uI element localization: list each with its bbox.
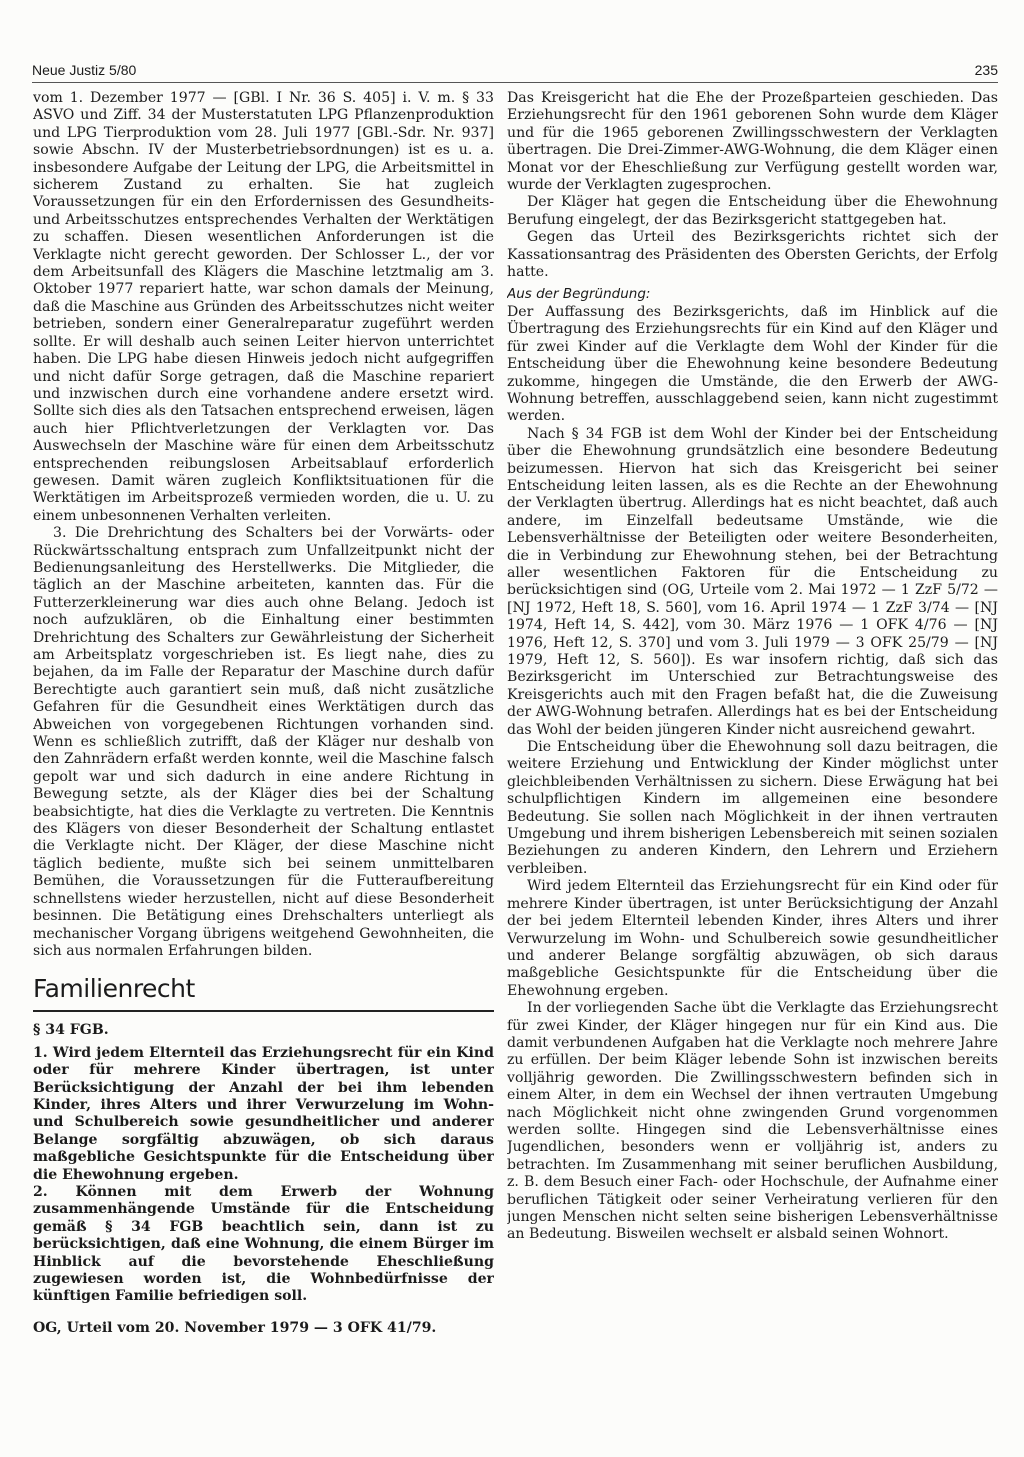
journal-issue: Neue Justiz 5/80	[32, 62, 137, 78]
norm-reference: § 34 FGB.	[33, 1022, 109, 1039]
left-column	[33, 90, 494, 1420]
right-column	[507, 90, 998, 1420]
paragraph: vom 1. Dezember 1977 — [GBl. I Nr. 36 S. 405] i. V. m. § 33 ASVO und Ziff. 34 der Musterstatuten LPG Pflanzenproduktion und LPG Tierproduktion vom 28. Juli 1977 [GBl.-Sdr. Nr. 937] sowie Abschn. IV der Musterbetriebsordnungen) ist es u. a. insbesondere Aufgabe der Leitung der LPG, die Arbeitsmittel in sicherem Zustand zu erhalten. Sie hat zugleich Voraussetzungen für ein den Erfordernissen des Gesundheits- und Arbeitsschutzes entsprechendes Verhalten der Werktätigen zu schaffen. Diesen wesentlichen Anforderungen ist die Verklagte nicht gerecht geworden. Der Schlosser L., der vor dem Arbeitsunfall des Klägers die Maschine letztmalig am 3. Oktober 1977 repariert hatte, war schon damals der Meinung, daß die Maschine aus Gründen des Arbeitsschutzes nicht weiter betrieben, sondern einer Generalreparatur zugeführt werden sollte. Er will deshalb auch seinen Leiter hiervon unterrichtet haben. Die LPG habe diesen Hinweis jedoch nicht aufgegriffen und nicht dafür Sorge getragen, daß die Maschine repariert und inzwischen durch eine vorhandene andere ersetzt wird. Sollte sich dies als den Tatsachen entsprechend erweisen, lägen auch hier Pflichtverletzungen der Verklagten vor. Das Auswechseln der Maschine wäre für einen dem Arbeitsschutz entsprechenden reibungslosen Arbeitsablauf erforderlich gewesen. Damit wären zugleich Konfliktsituationen für die Werktätigen im Arbeitsprozeß vermieden worden, die u. U. zu einem unbesonnenen Verhalten verleiten.	[33, 90, 494, 524]
paragraph: Das Kreisgericht hat die Ehe der Prozeßparteien geschieden. Das Erziehungsrecht für den 1961 geborenen Sohn wurde dem Kläger und für die 1965 geborenen Zwillingsschwestern der Verklagten übertragen. Die Drei-Zimmer-AWG-Wohnung, die dem Kläger einen Monat vor der Eheschließung zur Verfügung gestellt worden war, wurde der Verklagten zugesprochen.	[507, 90, 998, 194]
paragraph: Nach § 34 FGB ist dem Wohl der Kinder bei der Entscheidung über die Ehewohnung grundsätzlich eine besondere Bedeutung beizumessen. Hiervon hat sich das Kreisgericht bei seiner Entscheidung leiten lassen, als es die Rechte an der Ehewohnung der Verklagten übertrug. Allerdings hat es nicht beachtet, daß auch andere, im Einzelfall bedeutsame Umstände, wie die Lebensverhältnisse der Beteiligten oder weitere Besonderheiten, die in Verbindung zur Ehewohnung stehen, bei der Betrachtung aller wesentlichen Faktoren für die Entscheidung zu berücksichtigen sind (OG, Urteile vom 2. Mai 1972 — 1 ZzF 5/72 — [NJ 1972, Heft 18, S. 560], vom 16. April 1974 — 1 ZzF 3/74 — [NJ 1974, Heft 14, S. 442], vom 30. März 1976 — 1 OFK 4/76 — [NJ 1976, Heft 12, S. 370] und vom 3. Juli 1979 — 3 OFK 25/79 — [NJ 1979, Heft 12, S. 560]). Es war insofern richtig, daß sich das Bezirksgericht im Unterschied zur Betrachtungsweise des Kreisgerichts auch mit den Fragen befaßt hat, die die Zuweisung der AWG-Wohnung betrafen. Allerdings hat es bei der Entscheidung das Wohl der beiden jüngeren Kinder nicht ausreichend gewahrt.	[507, 425, 998, 738]
leitsatz: 2. Können mit dem Erwerb der Wohnung zusammenhängende Umstände für die Entscheidung gemäß § 34 FGB beachtlich sein, dann ist zu berücksichtigen, daß eine Wohnung, die einem Bürger im Hinblick auf die bevorstehende Eheschließung zugewiesen worden ist, die Wohnbedürfnisse der künftigen Familie befriedigen soll.	[33, 1183, 494, 1305]
paragraph: 3. Die Drehrichtung des Schalters bei der Vorwärts- oder Rückwärtsschaltung entsprach zum Unfallzeitpunkt nicht der Bedienungsanleitung des Herstellwerks. Die Mitglieder, die täglich an der Maschine arbeiteten, kannten das. Für die Futterzerkleinerung war dies auch ohne Belang. Jedoch ist noch aufzuklären, ob die Einhaltung einer bestimmten Drehrichtung des Schalters zur Gewährleistung der Sicherheit am Arbeitsplatz vorgeschrieben ist. Es liegt nahe, dies zu bejahen, da im Falle der Reparatur der Maschine durch dafür Berechtigte auch garantiert sein muß, daß nicht zusätzliche Gefahren für die Gesundheit eines Werktätigen durch das Abweichen von vorgegebenen Richtungen vorhanden sind. Wenn es schließlich zutrifft, daß der Kläger nur deshalb von den Zahnrädern erfaßt werden konnte, weil die Maschine falsch gepolt war und sich dadurch in eine andere Richtung in Bewegung setzte, als der Kläger dies bei der Schaltung beabsichtigte, hat dies die Verklagte zu vertreten. Die Kenntnis des Klägers von dieser Besonderheit der Schaltung entlastet die Verklagte nicht. Der Kläger, der diese Maschine nicht täglich bediente, mußte sich bei seinem unmittelbaren Bemühen, die Voraussetzungen für die Futteraufbereitung schnellstens wieder herzustellen, nicht auf diese Besonderheit besinnen. Die Betätigung eines Drehschalters unterliegt als mechanischer Vorgang übrigens weitgehend Gewohnheiten, die sich aus normalen Erfahrungen bilden.	[33, 525, 494, 959]
paragraph: Wird jedem Elternteil das Erziehungsrecht für ein Kind oder für mehrere Kinder übertragen, ist unter Berücksichtigung der Anzahl der bei jedem Elternteil lebenden Kinder, ihres Alters und ihrer Verwurzelung im Wohn- und Schulbereich sowie gesundheitlicher und anderer Belange sorgfältig abzuwägen, ob sich daraus maßgebliche Gesichtspunkte für die Entscheidung über die Ehewohnung ergeben.	[507, 878, 998, 999]
leitsatz: 1. Wird jedem Elternteil das Erziehungsrecht für ein Kind oder für mehrere Kinder übertragen, ist unter Berücksichtigung der Anzahl der bei ihm lebenden Kinder, ihres Alters und ihrer Verwurzelung im Wohn- und Schulbereich sowie gesundheitlicher und anderer Belange sorgfältig abzuwägen, ob sich daraus maßgebliche Gesichtspunkte für die Entscheidung über die Ehewohnung ergeben.	[33, 1044, 494, 1183]
page-number: 235	[974, 62, 998, 78]
page-header	[32, 62, 998, 83]
paragraph: Die Entscheidung über die Ehewohnung soll dazu beitragen, die weitere Erziehung und Entwicklung der Kinder möglichst unter gleichbleibenden Verhältnissen zu sichern. Diese Erwägung hat bei schulpflichtigen Kindern im allgemeinen eine besondere Bedeutung. Sie sollen nach Möglichkeit in der ihnen vertrauten Umgebung und ihrem bisherigen Lebensbereich mit seinen sozialen Beziehungen zu anderen Kindern, den Lehrern und Erziehern verbleiben.	[507, 739, 998, 877]
paragraph: In der vorliegenden Sache übt die Verklagte das Erziehungsrecht für zwei Kinder, der Kläger hingegen nur für ein Kind aus. Die damit verbundenen Aufgaben hat die Verklagte noch mehrere Jahre zu erfüllen. Der beim Kläger lebende Sohn ist inzwischen bereits volljährig geworden. Die Zwillingsschwestern befinden sich in einem Alter, in dem ein Wechsel der ihnen vertrauten Umgebung nach Möglichkeit nicht ohne zwingenden Grund vorgenommen werden sollte. Hingegen sind die Lebensverhältnisse eines Jugendlichen, besonders wenn er volljährig ist, anders zu betrachten. Im Zusammenhang mit seiner beruflichen Ausbildung, z. B. dem Besuch einer Fach- oder Hochschule, der Aufnahme einer beruflichen Tätigkeit oder seiner Verheiratung verlieren für den jungen Menschen nicht selten seine bisherigen Lebensverhältnisse an Bedeutung. Bisweilen wechselt er alsbald seinen Wohnort.	[507, 1000, 998, 1243]
paragraph: Gegen das Urteil des Bezirksgerichts richtet sich der Kassationsantrag des Präsidenten des Obersten Gerichts, der Erfolg hatte.	[507, 229, 998, 281]
paragraph: Der Kläger hat gegen die Entscheidung über die Ehewohnung Berufung eingelegt, der das Bezirksgericht stattgegeben hat.	[507, 194, 998, 228]
subheading: Aus der Begründung:	[507, 286, 651, 303]
paragraph: Der Auffassung des Bezirksgerichts, daß im Hinblick auf die Übertragung des Erziehungsrechts für ein Kind auf den Kläger und für zwei Kinder auf die Verklagte dem Wohl der Kinder für die Entscheidung über die Ehewohnung keine besondere Bedeutung zukomme, hingegen die Umstände, die den Erwerb der AWG-Wohnung betreffen, ausschlaggebend seien, kann nicht zugestimmt werden.	[507, 303, 998, 425]
section-title: Familienrecht	[33, 974, 494, 1012]
decision-citation: OG, Urteil vom 20. November 1979 — 3 OFK 41/79.	[33, 1319, 437, 1336]
